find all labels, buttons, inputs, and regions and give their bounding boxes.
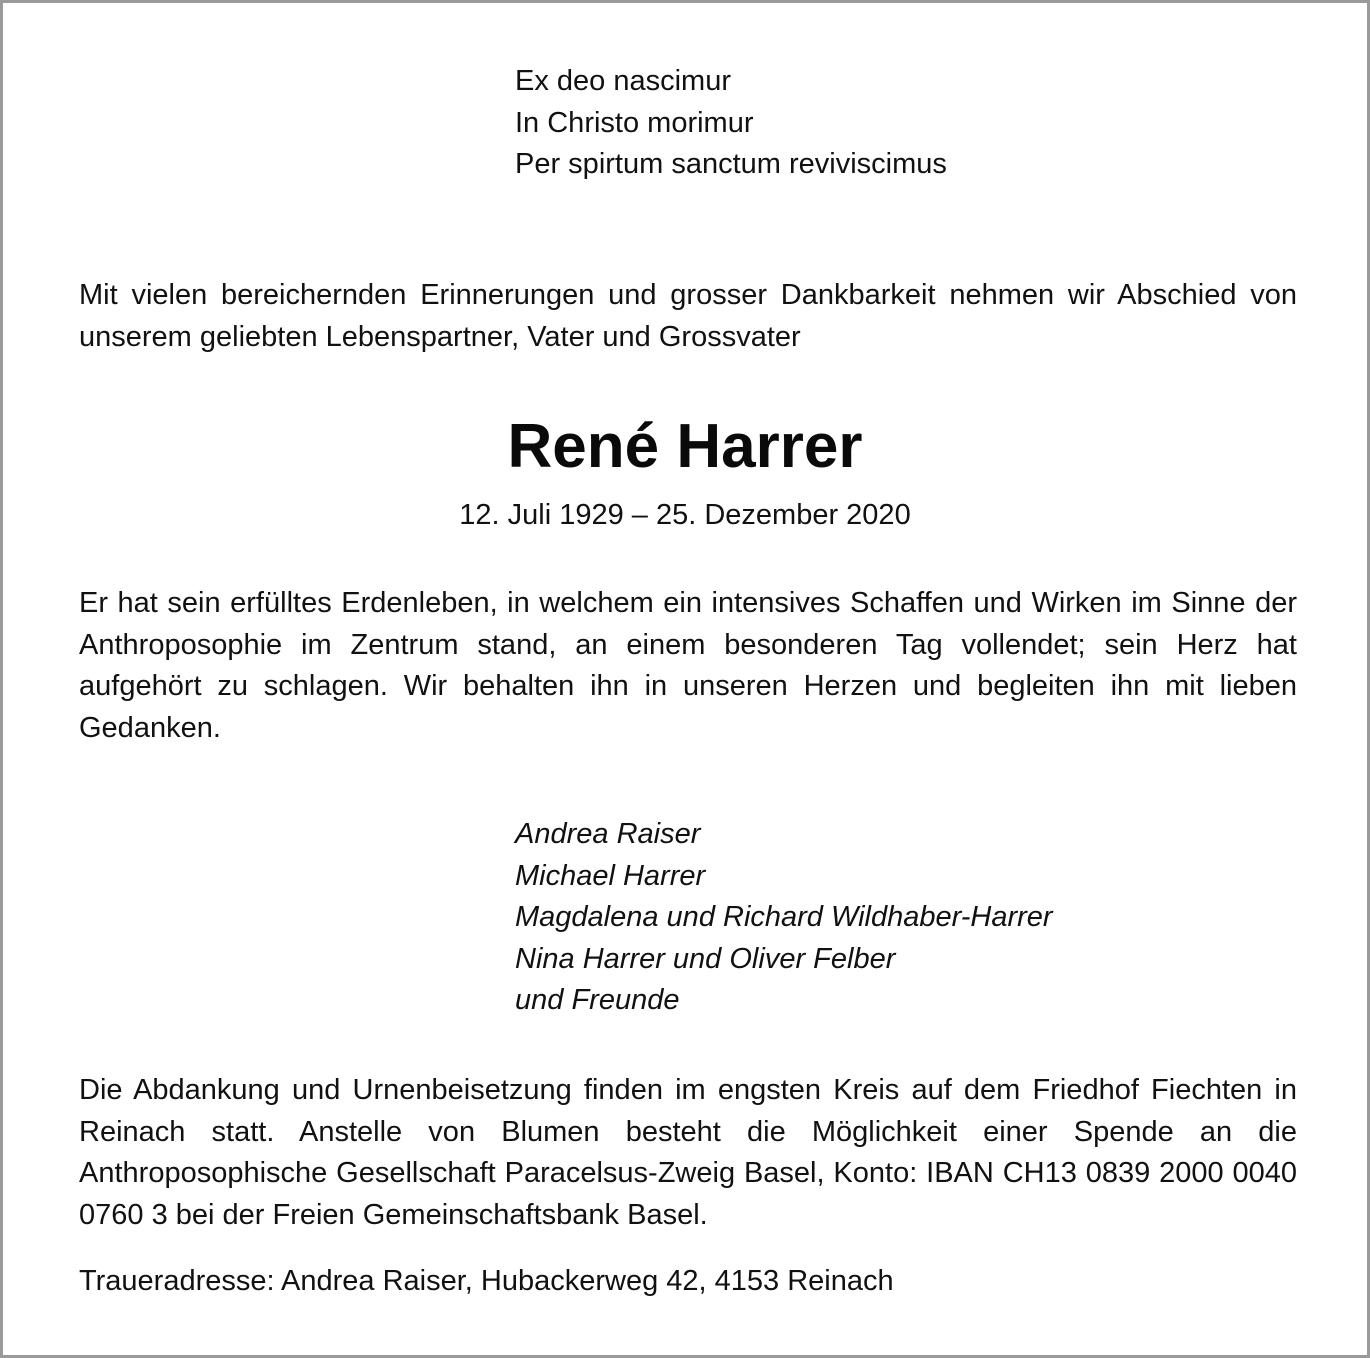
mourner-name: Michael Harrer: [515, 859, 706, 892]
deceased-name: René Harrer: [507, 412, 863, 481]
mourner-name: Nina Harrer und Oliver Felber: [515, 942, 896, 975]
motto-line: Ex deo nascimur: [515, 65, 731, 97]
mourner-name: Magdalena und Richard Wildhaber-Harrer: [515, 901, 1053, 934]
mourners-list: [515, 814, 1275, 1022]
life-paragraph: Er hat sein erfülltes Erdenleben, in welchem ein intensives Schaffen und Wirken im Sinne der Anthroposophie im Zentrum stand, an einem besonderen Tag vollendet; sein Herz hat aufgehört zu schlagen. Wir behalten ihn in unseren Herzen und begleiten ihn mit lieben Gedanken.: [79, 587, 1297, 744]
mourner-name: und Freunde: [515, 984, 680, 1017]
service-paragraph: Die Abdankung und Urnenbeisetzung finden im engsten Kreis auf dem Friedhof Fiechten in Reinach statt. Anstelle von Blumen besteht die Möglichkeit einer Spende an die Anthroposophische Gesellschaft Paracelsus-Zweig Basel, Konto: IBAN CH13 0839 2000 0040 0760 3 bei der Freien Gemeinschaftsbank Basel.: [79, 1074, 1297, 1231]
life-dates: 12. Juli 1929 – 25. Dezember 2020: [459, 499, 911, 531]
mourner-name: Andrea Raiser: [515, 818, 701, 850]
intro-paragraph: Mit vielen bereichernden Erinnerungen und grosser Dankbarkeit nehmen wir Abschied von unserem geliebten Lebenspartner, Vater und Grossvater: [79, 279, 1297, 353]
latin-motto: [515, 61, 1215, 186]
mourning-address: Traueradresse: Andrea Raiser, Hubackerweg 42, 4153 Reinach: [79, 1265, 894, 1297]
motto-line: In Christo morimur: [515, 106, 754, 139]
motto-line: Per spirtum sanctum reviviscimus: [515, 148, 947, 181]
